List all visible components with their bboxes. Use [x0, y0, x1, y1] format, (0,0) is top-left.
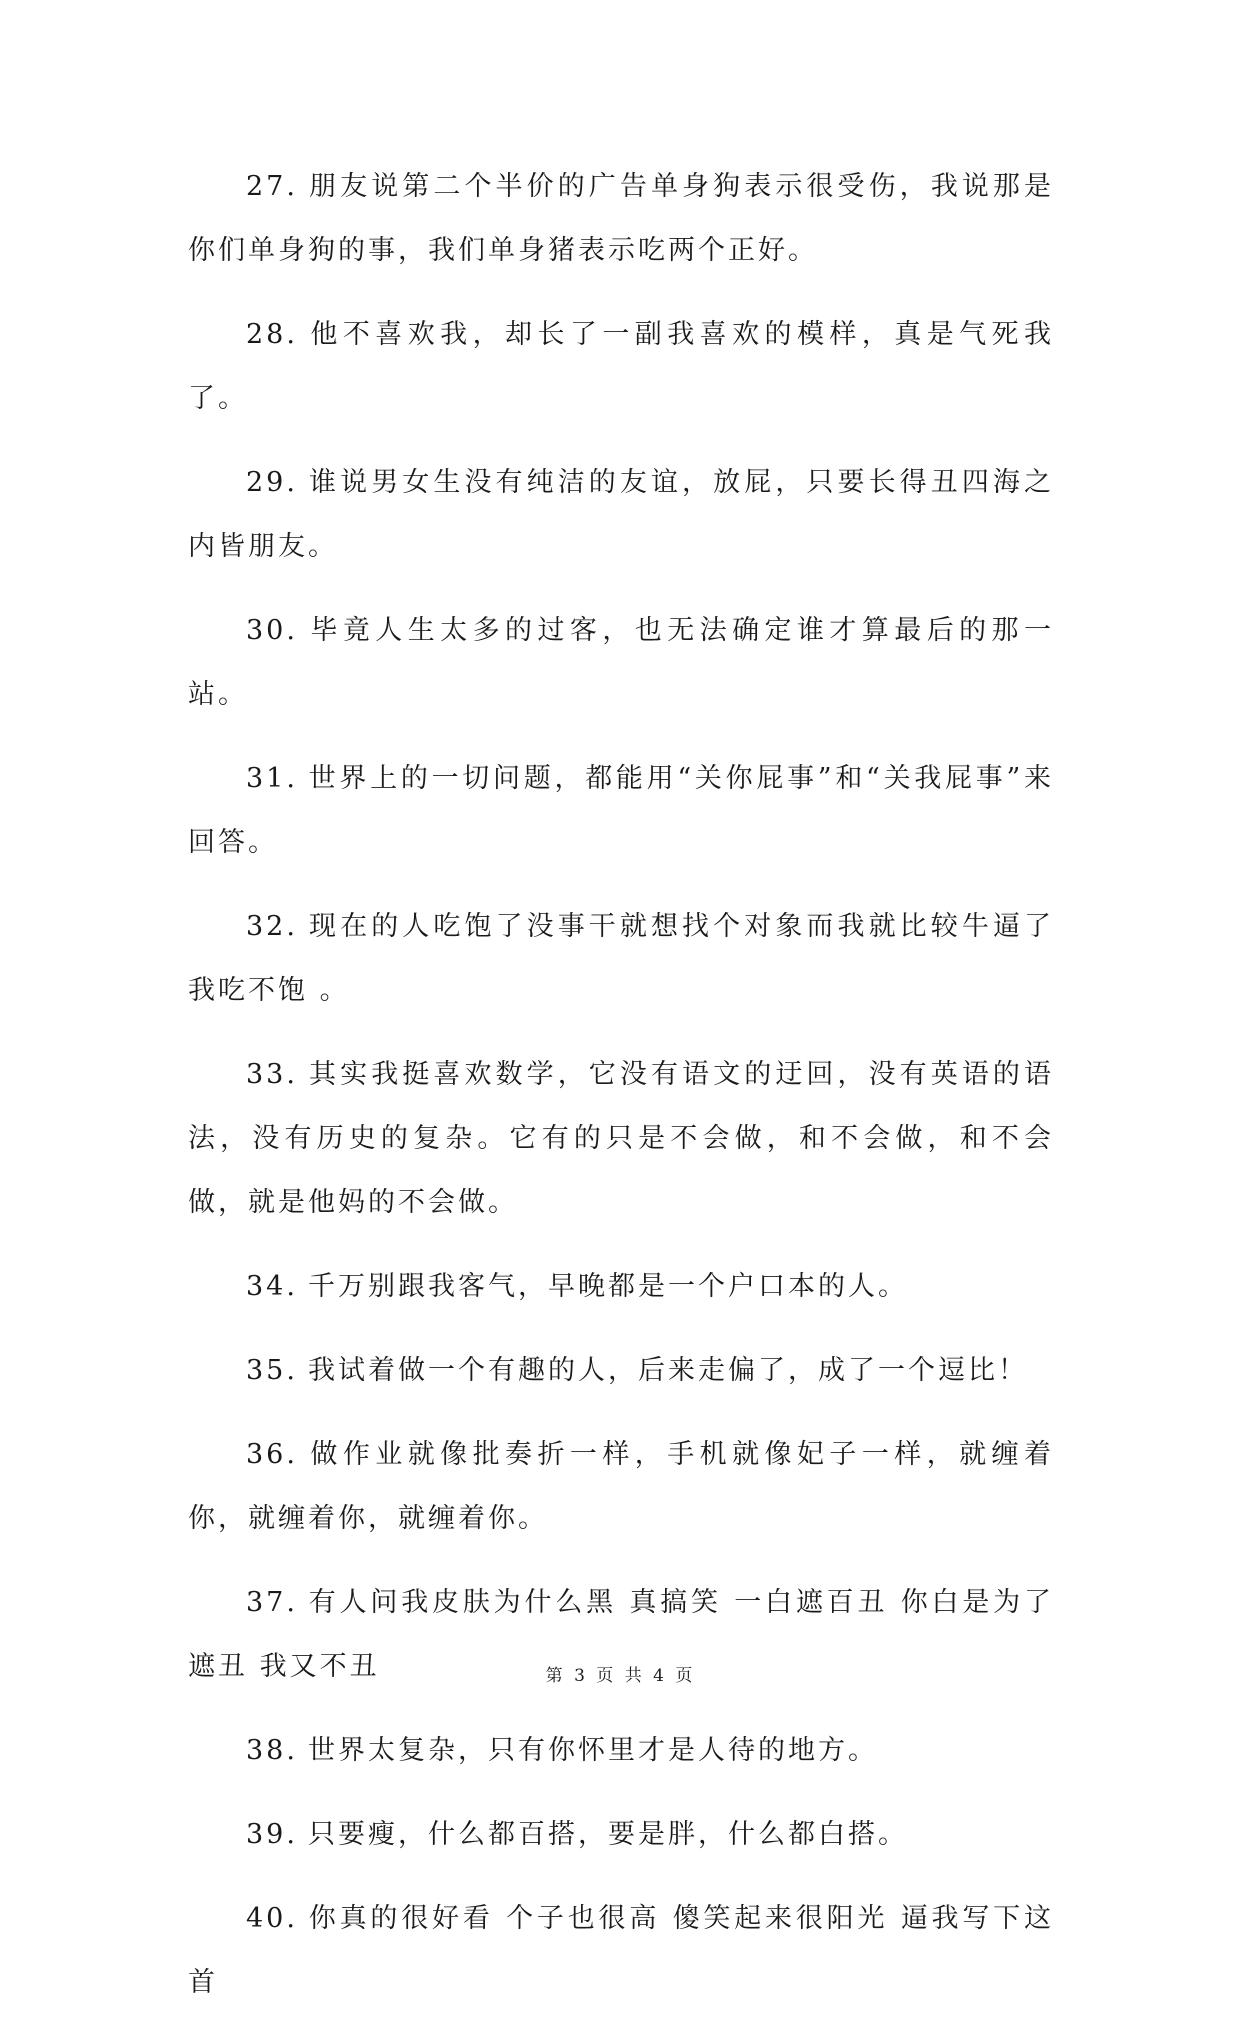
- item-number: 38.: [246, 1735, 298, 1766]
- item-number: 35.: [246, 1355, 298, 1386]
- item-number: 36.: [246, 1439, 298, 1470]
- item-number: 33.: [246, 1059, 298, 1090]
- item-number: 27.: [246, 171, 298, 202]
- item-text: 毕竟人生太多的过客，也无法确定谁才算最后的那一站。: [188, 615, 1054, 710]
- item-text: 我试着做一个有趣的人，后来走偏了，成了一个逗比！: [307, 1355, 1028, 1386]
- list-item: [188, 1255, 1054, 1319]
- item-number: 40.: [246, 1903, 298, 1934]
- list-item: [188, 1803, 1054, 1867]
- list-item: [188, 155, 1054, 283]
- item-number: 31.: [246, 763, 298, 794]
- list-item: [188, 1719, 1054, 1783]
- item-text: 谁说男女生没有纯洁的友谊，放屁，只要长得丑四海之内皆朋友。: [188, 467, 1054, 562]
- item-number: 28.: [246, 319, 298, 350]
- item-number: 32.: [246, 911, 298, 942]
- item-number: 34.: [246, 1271, 298, 1302]
- page-footer: 第 3 页 共 4 页: [545, 1666, 696, 1686]
- item-text: 有人问我皮肤为什么黑 真搞笑 一白遮百丑 你白是为了遮丑 我又不丑: [188, 1587, 1054, 1682]
- item-number: 39.: [246, 1819, 298, 1850]
- item-text: 其实我挺喜欢数学，它没有语文的迂回，没有英语的语法，没有历史的复杂。它有的只是不会做，和不会做，和不会做，就是他妈的不会做。: [188, 1059, 1054, 1218]
- list-item: [188, 303, 1054, 431]
- item-number: 29.: [246, 467, 298, 498]
- item-text: 世界太复杂，只有你怀里才是人待的地方。: [307, 1735, 878, 1766]
- list-item: [188, 895, 1054, 1023]
- item-number: 30.: [246, 615, 298, 646]
- list-item: [188, 747, 1054, 875]
- item-text: 你真的很好看 个子也很高 傻笑起来很阳光 逼我写下这首: [188, 1903, 1054, 1998]
- document-body: [188, 155, 1054, 2035]
- item-text: 做作业就像批奏折一样，手机就像妃子一样，就缠着你，就缠着你，就缠着你。: [188, 1439, 1054, 1534]
- list-item: [188, 1887, 1054, 2015]
- item-text: 世界上的一切问题，都能用“关你屁事”和“关我屁事”来回答。: [188, 763, 1054, 858]
- item-text: 只要瘦，什么都百搭，要是胖，什么都白搭。: [307, 1819, 908, 1850]
- item-text: 他不喜欢我，却长了一副我喜欢的模样，真是气死我了。: [188, 319, 1054, 414]
- list-item: [188, 451, 1054, 579]
- item-text: 现在的人吃饱了没事干就想找个对象而我就比较牛逼了我吃不饱 。: [188, 911, 1054, 1006]
- list-item: [188, 1423, 1054, 1551]
- list-item: [188, 1339, 1054, 1403]
- list-item: [188, 599, 1054, 727]
- item-text: 朋友说第二个半价的广告单身狗表示很受伤，我说那是你们单身狗的事，我们单身猪表示吃两个正好。: [188, 171, 1054, 266]
- item-text: 千万别跟我客气，早晚都是一个户口本的人。: [307, 1271, 908, 1302]
- item-number: 37.: [246, 1587, 298, 1618]
- list-item: [188, 1043, 1054, 1235]
